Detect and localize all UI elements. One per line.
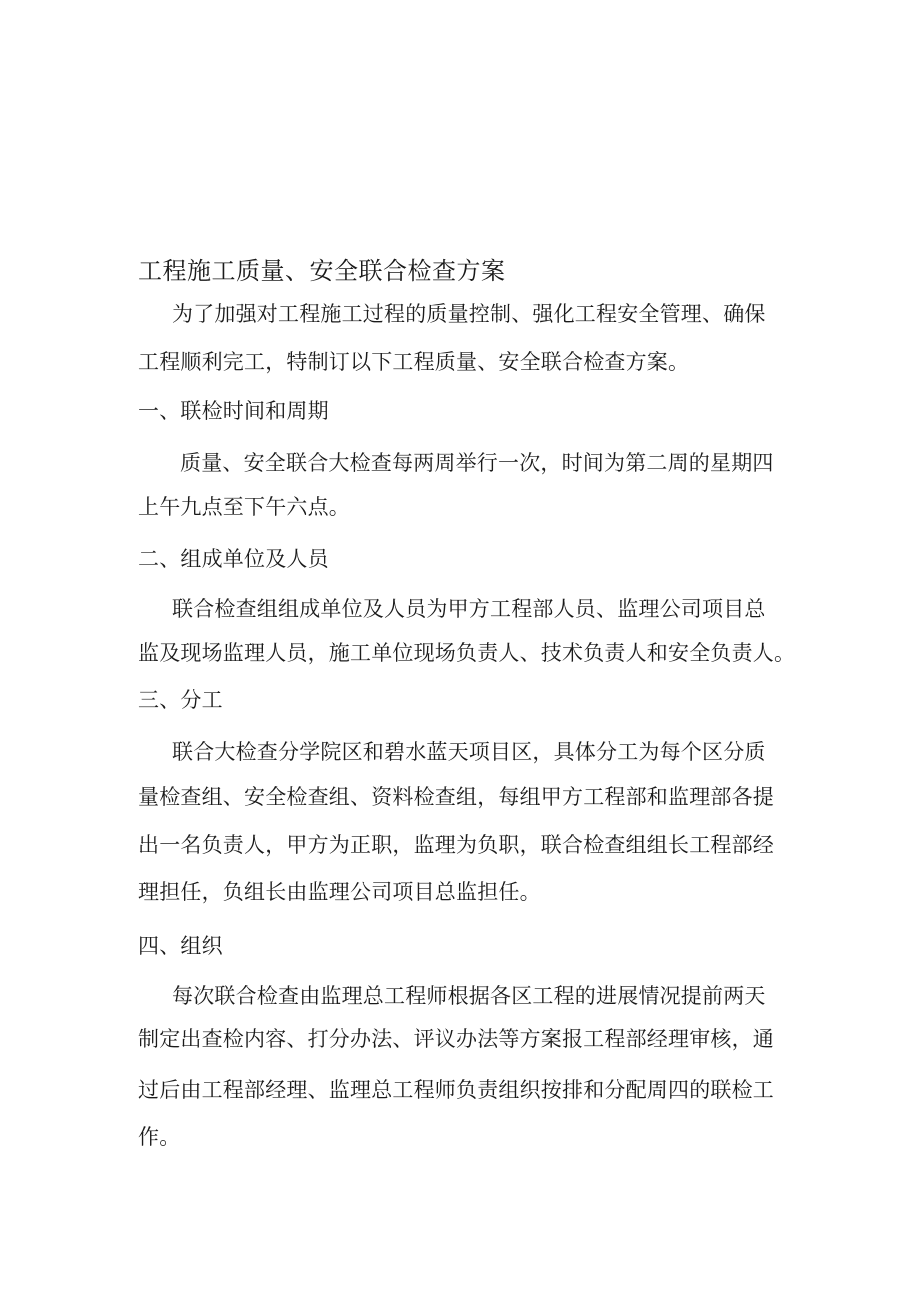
section-heading: 二、组成单位及人员 [138,547,329,571]
paragraph-line: 作。 [138,1125,181,1149]
section-heading: 一、联检时间和周期 [138,399,329,423]
section-heading: 四、组织 [138,934,223,958]
paragraph-line: 每次联合检查由监理总工程师根据各区工程的进展情况提前两天 [172,984,766,1008]
paragraph-line: 联合大检查分学院区和碧水蓝天项目区，具体分工为每个区分质 [172,740,766,764]
paragraph-line: 监及现场监理人员，施工单位现场负责人、技术负责人和安全负责人。 [138,641,796,665]
section-heading: 三、分工 [138,688,223,712]
paragraph-line: 制定出查检内容、打分办法、评议办法等方案报工程部经理审核，通 [138,1027,774,1051]
document-title: 工程施工质量、安全联合检查方案 [138,257,506,285]
paragraph-line: 理担任，负组长由监理公司项目总监担任。 [138,880,541,904]
intro-line: 工程顺利完工，特制订以下工程质量、安全联合检查方案。 [138,350,690,374]
paragraph-line: 质量、安全联合大检查每两周举行一次，时间为第二周的星期四 [180,451,774,475]
paragraph-line: 过后由工程部经理、监理总工程师负责组织按排和分配周四的联检工 [138,1078,774,1102]
paragraph-line: 量检查组、安全检查组、资料检查组，每组甲方工程部和监理部各提 [138,785,774,809]
paragraph-line: 上午九点至下午六点。 [138,495,350,519]
paragraph-line: 联合检查组组成单位及人员为甲方工程部人员、监理公司项目总 [172,597,766,621]
intro-line: 为了加强对工程施工过程的质量控制、强化工程安全管理、确保 [172,302,766,326]
paragraph-line: 出一名负责人，甲方为正职，监理为负职，联合检查组组长工程部经 [138,833,774,857]
